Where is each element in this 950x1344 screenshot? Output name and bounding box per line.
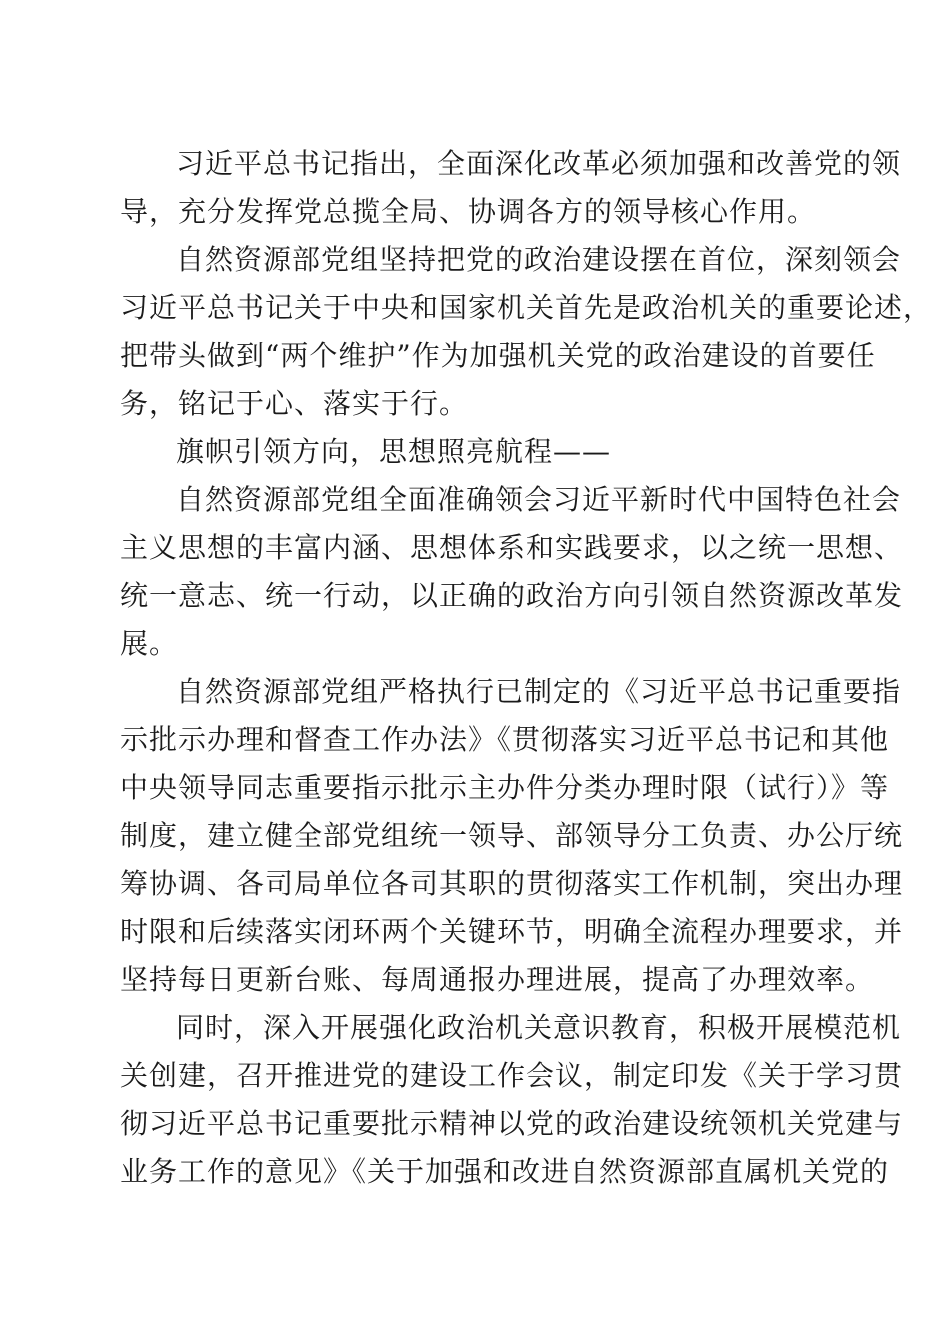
text-line: 展。 [120, 627, 179, 660]
text-line: 坚持每日更新台账、每周通报办理进展，提高了办理效率。 [120, 963, 875, 996]
paragraph-2 [120, 236, 933, 428]
text-line: 制度，建立健全部党组统一领导、部领导分工负责、办公厅统 [120, 819, 904, 852]
document-body [120, 140, 933, 1196]
text-line: 业务工作的意见》《关于加强和改进自然资源部直属机关党的 [120, 1155, 890, 1188]
text-line: 自然资源部党组坚持把党的政治建设摆在首位，深刻领会 [176, 243, 902, 276]
text-line: 中央领导同志重要指示批示主办件分类办理时限（试行）》等 [120, 771, 890, 804]
text-line: 把带头做到“两个维护”作为加强机关党的政治建设的首要任 [120, 339, 876, 372]
text-line: 务，铭记于心、落实于行。 [120, 387, 469, 420]
text-line: 筹协调、各司局单位各司其职的贯彻落实工作机制，突出办理 [120, 867, 904, 900]
paragraph-1 [120, 140, 902, 236]
text-line: 彻习近平总书记重要批示精神以党的政治建设统领机关党建与 [120, 1107, 904, 1140]
text-line: 主义思想的丰富内涵、思想体系和实践要求，以之统一思想、 [120, 531, 904, 564]
paragraph-5 [120, 668, 904, 1004]
text-line: 旗帜引领方向，思想照亮航程—— [176, 435, 612, 468]
text-line: 同时，深入开展强化政治机关意识教育，积极开展模范机 [176, 1011, 902, 1044]
text-line: 导，充分发挥党总揽全局、协调各方的领导核心作用。 [120, 195, 817, 228]
text-line: 自然资源部党组全面准确领会习近平新时代中国特色社会 [176, 483, 902, 516]
paragraph-6 [120, 1004, 904, 1196]
paragraph-3 [120, 428, 840, 476]
text-line: 关创建，召开推进党的建设工作会议，制定印发《关于学习贯 [120, 1059, 904, 1092]
text-line: 习近平总书记关于中央和国家机关首先是政治机关的重要论述， [120, 291, 933, 324]
text-line: 示批示办理和督查工作办法》《贯彻落实习近平总书记和其他 [120, 723, 890, 756]
text-line: 自然资源部党组严格执行已制定的《习近平总书记重要指 [176, 675, 902, 708]
paragraph-4 [120, 476, 904, 668]
text-line: 习近平总书记指出，全面深化改革必须加强和改善党的领 [176, 147, 902, 180]
text-line: 时限和后续落实闭环两个关键环节，明确全流程办理要求，并 [120, 915, 904, 948]
text-line: 统一意志、统一行动，以正确的政治方向引领自然资源改革发 [120, 579, 904, 612]
